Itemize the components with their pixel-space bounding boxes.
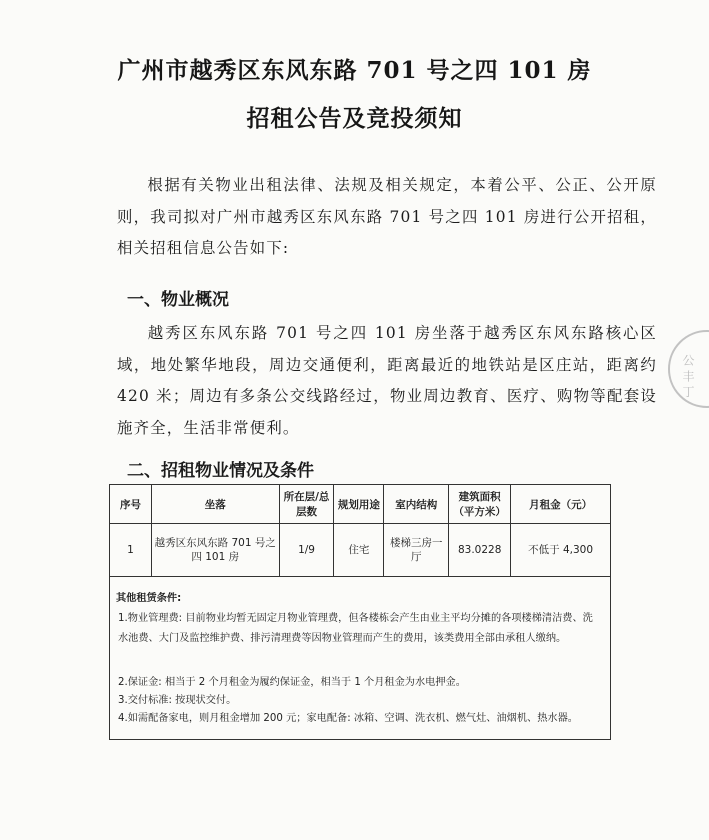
- rental-property-table: [109, 484, 611, 577]
- header-cell: 建筑面积（平方米）: [449, 485, 511, 524]
- partial-seal-stamp: [668, 330, 709, 408]
- property-overview-text: 越秀区东风东路 701 号之四 101 房坐落于越秀区东风东路核心区域，地处繁华地段，周边交通便利，距离最近的地铁站是区庄站，距离约 420 米；周边有多条公交线路经过，物业周边教育、医疗、购物等配套设施齐全，生活非常便利。: [117, 324, 657, 437]
- table-cell: 不低于 4,300: [511, 524, 611, 577]
- property-overview-paragraph: [117, 318, 657, 444]
- table-cell: 1: [110, 524, 152, 577]
- table-cell: 楼梯三房一厅: [384, 524, 449, 577]
- header-cell: 坐落: [151, 485, 279, 524]
- section2-heading: 二、招租物业情况及条件: [127, 461, 314, 481]
- table-cell: 住宅: [334, 524, 384, 577]
- table-row: [110, 524, 611, 577]
- condition-item: 1.物业管理费: 目前物业均暂无固定月物业管理费，但各楼栋会产生由业主平均分摊的各项楼梯清洁费、洗水池费、大门及监控维护费、排污清理费等因物业管理而产生的费用，该类费用全部由承租人缴纳。: [118, 613, 593, 644]
- intro-paragraph: [117, 170, 657, 265]
- table-cell: 1/9: [279, 524, 334, 577]
- header-cell: 规划用途: [334, 485, 384, 524]
- document-title-line1: 广州市越秀区东风东路 701 号之四 101 房: [117, 57, 592, 84]
- header-cell: 所在层/总层数: [279, 485, 334, 524]
- condition-item: 3.交付标准: 按现状交付。: [118, 695, 237, 706]
- table-cell: 83.0228: [449, 524, 511, 577]
- other-conditions-title: 其他租赁条件:: [116, 593, 182, 604]
- document-title-line2: 招租公告及竞投须知: [246, 105, 463, 132]
- condition-item: 2.保证金: 相当于 2 个月租金为履约保证金，相当于 1 个月租金为水电押金。: [118, 677, 466, 688]
- table-header-row: [110, 485, 611, 524]
- header-cell: 室内结构: [384, 485, 449, 524]
- header-cell: 月租金（元）: [511, 485, 611, 524]
- other-conditions-box: [109, 577, 611, 740]
- section1-heading: 一、物业概况: [127, 290, 229, 310]
- header-cell: 序号: [110, 485, 152, 524]
- intro-text: 根据有关物业出租法律、法规及相关规定，本着公平、公正、公开原则，我司拟对广州市越秀区东风东路 701 号之四 101 房进行公开招租，相关招租信息公告如下:: [117, 176, 657, 257]
- seal-text: 公 丰 丁: [681, 354, 695, 398]
- condition-item: 4.如需配备家电，则月租金增加 200 元；家电配备: 冰箱、空调、洗衣机、燃气灶、油烟机、热水器。: [118, 713, 578, 724]
- table-cell: 越秀区东风东路 701 号之四 101 房: [151, 524, 279, 577]
